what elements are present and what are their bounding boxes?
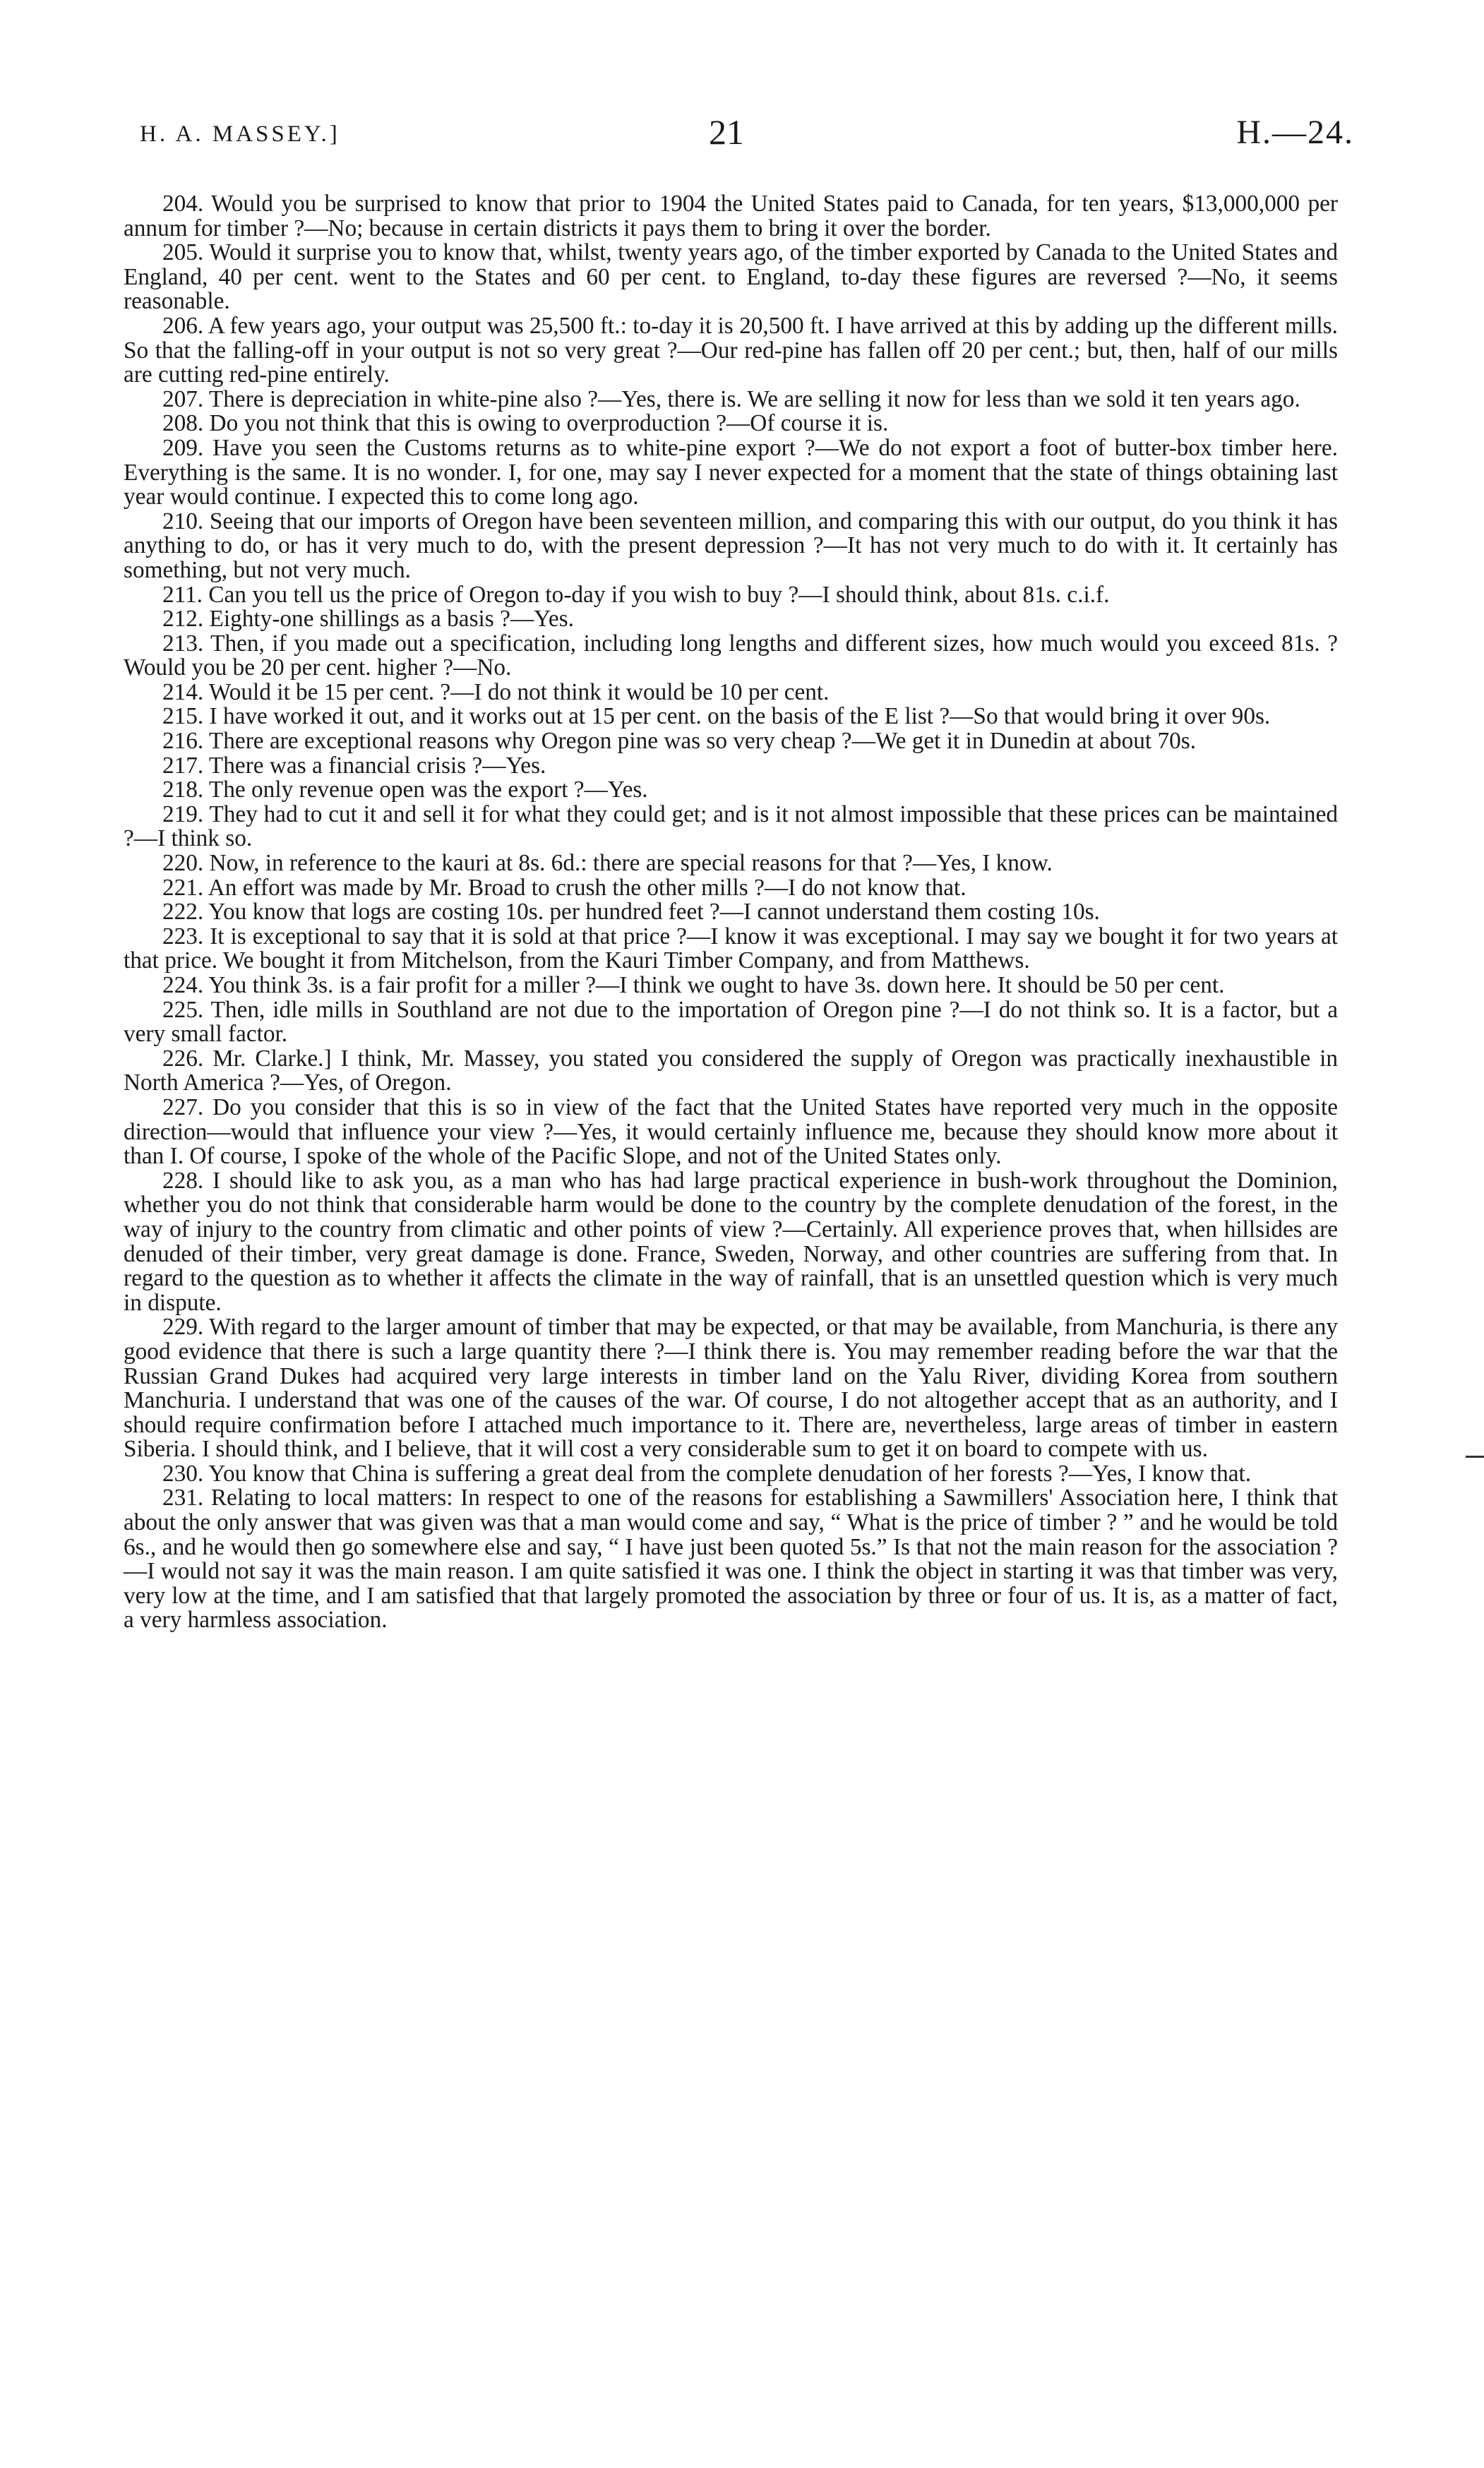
paragraph-207: 207. There is depreciation in white-pine also ?—Yes, there is. We are selling it now for less than we sold it ten years ago. — [162, 385, 1300, 412]
paragraph-216: 216. There are exceptional reasons why Oregon pine was so very cheap ?—We get it in Dunedin at about 70s. — [162, 728, 1197, 755]
paragraph-218: 218. The only revenue open was the export ?—Yes. — [162, 777, 648, 803]
paragraph-223: 223. It is exceptional to say that it is sold at that price ?—I know it was exceptional. I may say we bought it for two years at that price. We bought it from Mitchelson, from the Kauri Timber Company, and from Matthews. — [124, 923, 1338, 974]
paragraph-213: 213. Then, if you made out a specification, including long lengths and different sizes, how much would you exceed 81s. ? Would you be 20 per cent. higher ?—No. — [124, 630, 1338, 681]
paragraph-212: 212. Eighty-one shillings as a basis ?—Yes. — [162, 606, 574, 633]
paragraph-206: 206. A few years ago, your output was 25,500 ft.: to-day it is 20,500 ft. I have arrived at this by adding up the different mills. So that the falling-off in your output is not so very great ?—Our red-pine has fallen off 20 per cent.; but, then, half of our mills are cutting red-pine entirely. — [124, 312, 1338, 388]
paragraph-215: 215. I have worked it out, and it works out at 15 per cent. on the basis of the E list ?—So that would bring it over 90s. — [162, 703, 1271, 730]
paragraph-222: 222. You know that logs are costing 10s. per hundred feet ?—I cannot understand them costing 10s. — [162, 899, 1100, 926]
paragraph-220: 220. Now, in reference to the kauri at 8s. 6d.: there are special reasons for that ?—Yes, I know. — [162, 850, 1053, 877]
paragraph-227: 227. Do you consider that this is so in view of the fact that the United States have reported very much in the opposite direction—would that influence your view ?—Yes, it would certainly influence me, because they should know more about it than I. Of course, I spoke of the whole of the Pacific Slope, and not of the United States only. — [124, 1094, 1338, 1170]
paragraph-224: 224. You think 3s. is a fair profit for a miller ?—I think we ought to have 3s. down here. It should be 50 per cent. — [162, 972, 1225, 998]
paragraph-226: 226. Mr. Clarke.] I think, Mr. Massey, you stated you considered the supply of Oregon was practically inexhaustible in North America ?—Yes, of Oregon. — [124, 1045, 1338, 1096]
paragraph-208: 208. Do you not think that this is owing to overproduction ?—Of course it is. — [162, 410, 889, 437]
paragraph-217: 217. There was a financial crisis ?—Yes. — [162, 752, 546, 779]
margin-dash-mark — [1466, 1456, 1484, 1458]
paragraph-229: 229. With regard to the larger amount of timber that may be expected, or that may be available, from Manchuria, is there any good evidence that there is such a large quantity there ?—I think there is. You may remember reading before the war that the Russian Grand Dukes had acquired very large interests in timber land on the Yalu River, dividing Korea from southern Manchuria. I understand that was one of the causes of the war. Of course, I do not altogether accept that as an authority, and I should require confirmation before I attached much importance to it. There are, nevertheless, large areas of timber in eastern Siberia. I should think, and I believe, that it will cost a very considerable sum to get it on board to compete with us. — [124, 1314, 1338, 1463]
paragraph-221: 221. An effort was made by Mr. Broad to crush the other mills ?—I do not know that. — [162, 874, 967, 901]
testimony-body — [124, 192, 1338, 1633]
paragraph-205: 205. Would it surprise you to know that, whilst, twenty years ago, of the timber exported by Canada to the United States and England, 40 per cent. went to the States and 60 per cent. to England, to-day these figures are reversed ?—No, it seems reasonable. — [124, 239, 1338, 315]
paragraph-225: 225. Then, idle mills in Southland are not due to the importation of Oregon pine ?—I do not think so. It is a factor, but a very small factor. — [124, 996, 1338, 1048]
paragraph-211: 211. Can you tell us the price of Oregon to-day if you wish to buy ?—I should think, about 81s. c.i.f. — [162, 581, 1110, 608]
paragraph-231: 231. Relating to local matters: In respect to one of the reasons for establishing a Sawmillers' Association here, I think that about the only answer that was given was that a man would come and say, “ What is the price of timber ? ” and he would be told 6s., and he would then go somewhere else and say, “ I have just been quoted 5s.” Is that not the main reason for the association ?—I would not say it was the main reason. I am quite satisfied it was one. I think the object in starting it was that timber was very, very low at the time, and I am satisfied that that largely promoted the association by three or four of us. It is, as a matter of fact, a very harmless association. — [124, 1485, 1338, 1634]
paragraph-214: 214. Would it be 15 per cent. ?—I do not think it would be 10 per cent. — [162, 678, 830, 705]
running-header-witness: H. A. MASSEY.] — [140, 121, 340, 147]
document-reference: H.—24. — [1236, 114, 1354, 151]
paragraph-204: 204. Would you be surprised to know that prior to 1904 the United States paid to Canada, for ten years, $13,000,000 per annum for timber ?—No; because in certain districts it pays them to bring it over the border. — [124, 191, 1338, 241]
paragraph-210: 210. Seeing that our imports of Oregon have been seventeen million, and comparing this with our output, do you think it has anything to do, or has it very much to do, with the present depression ?—It has not very much to do with it. It certainly has something, but not very much. — [124, 508, 1338, 583]
page-number: 21 — [709, 112, 744, 152]
paragraph-230: 230. You know that China is suffering a great deal from the complete denudation of her forests ?—Yes, I know that. — [162, 1460, 1252, 1487]
paragraph-209: 209. Have you seen the Customs returns as to white-pine export ?—We do not export a foot of butter-box timber here. Everything is the same. It is no wonder. I, for one, may say I never expected for a moment that the state of things obtaining last year would continue. I expected this to come long ago. — [124, 434, 1338, 510]
paragraph-219: 219. They had to cut it and sell it for what they could get; and is it not almost impossible that these prices can be maintained ?—I think so. — [124, 801, 1338, 852]
paragraph-228: 228. I should like to ask you, as a man who has had large practical experience in bush-work throughout the Dominion, whether you do not think that considerable harm would be done to the country by the complete denudation of the forest, in the way of injury to the country from climatic and other points of view ?—Certainly. All experience proves that, when hillsides are denuded of their timber, very great damage is done. France, Sweden, Norway, and other countries are suffering from that. In regard to the question as to whether it affects the climate in the way of rainfall, that is an unsettled question which is very much in dispute. — [124, 1167, 1338, 1316]
